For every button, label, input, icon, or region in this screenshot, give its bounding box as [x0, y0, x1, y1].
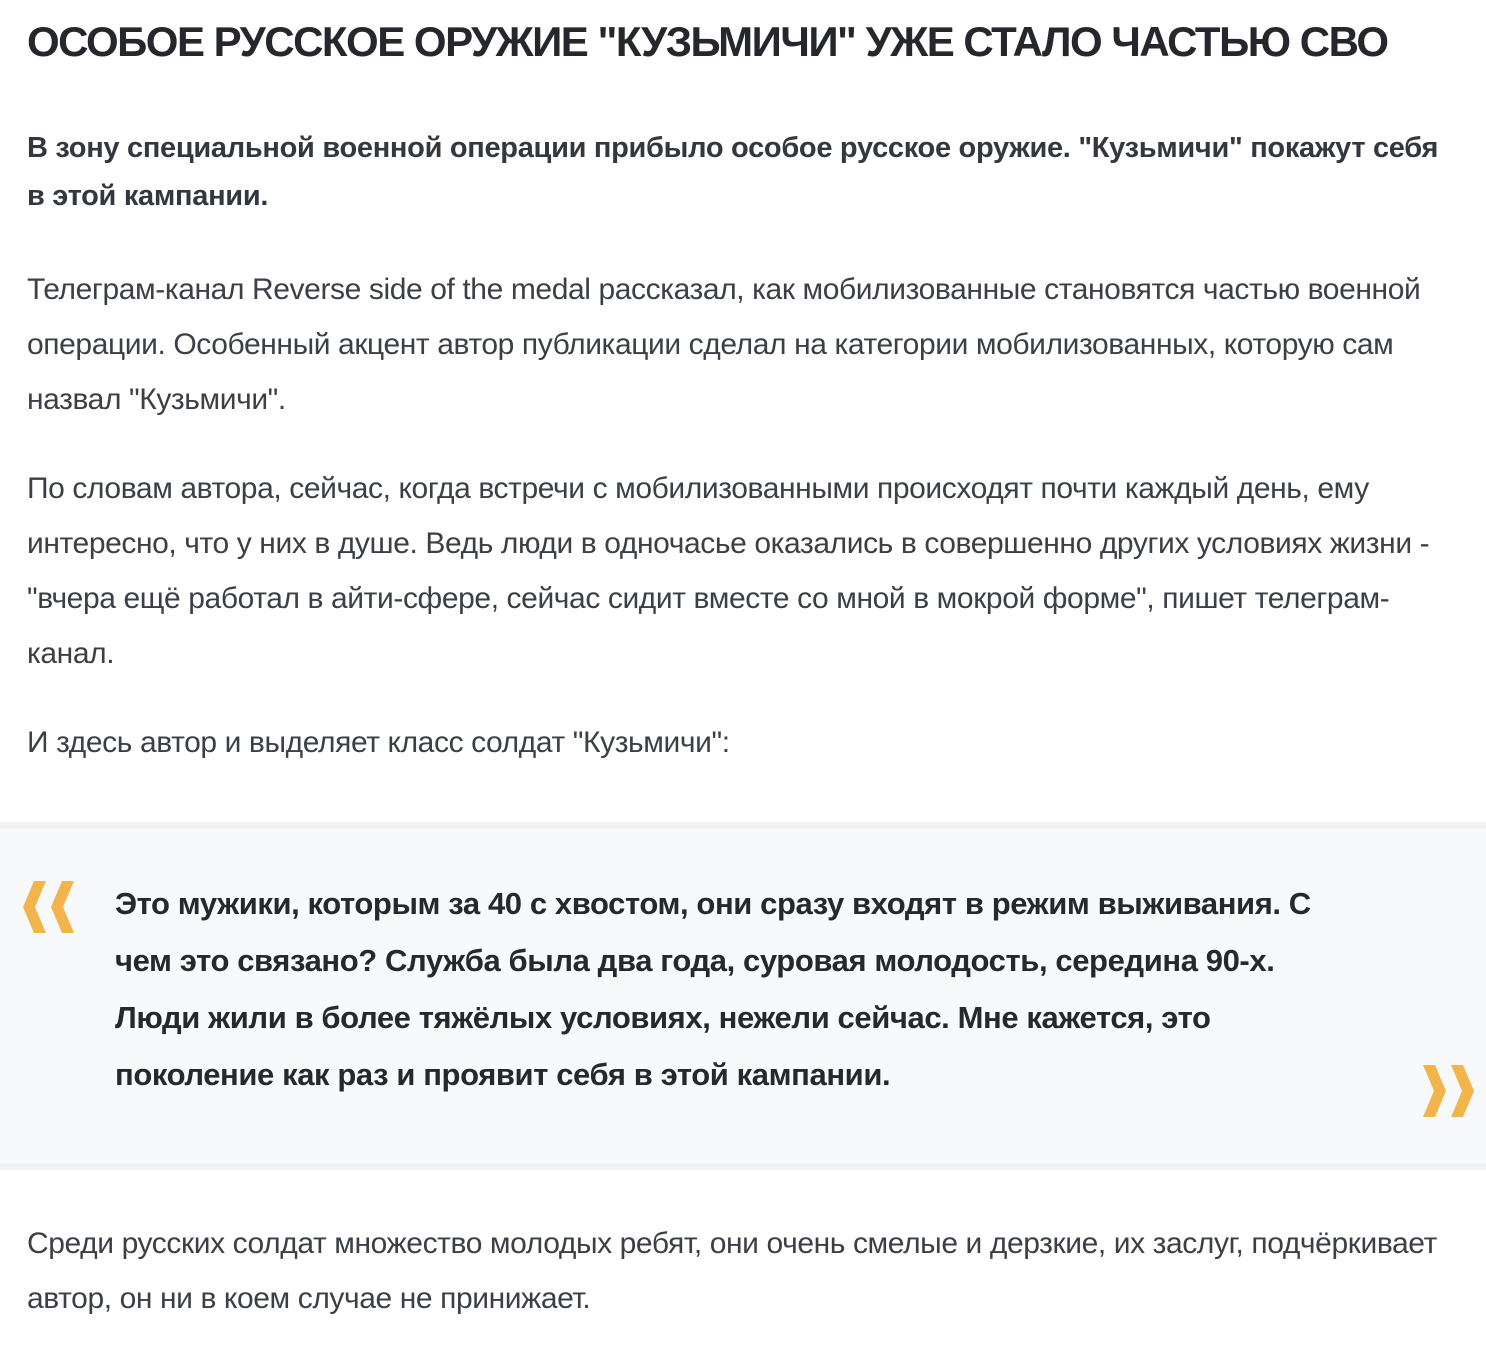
article-paragraph-3: И здесь автор и выделяет класс солдат "Кузьмичи":: [27, 726, 730, 759]
quote-text: Это мужики, которым за 40 с хвостом, они сразу входят в режим выживания. С чем это связано? Служба была два года, суровая молодость, середина 90-х. Люди жили в более тяжёлых условиях, нежели сейчас. Мне кажется, это поколение как раз и проявит себя в этой кампании.: [115, 886, 1311, 1092]
article-lead: В зону специальной военной операции прибыло особое русское оружие. "Кузьмичи" покажут себя в этой кампании.: [27, 132, 1439, 212]
article-closing-paragraph: Среди русских солдат множество молодых ребят, они очень смелые и дерзкие, их заслуг, подчёркивает автор, он ни в коем случае не принижает.: [27, 1227, 1437, 1315]
pull-quote: [0, 822, 1486, 1170]
article-paragraph-1: Телеграм-канал Reverse side of the medal рассказал, как мобилизованные становятся частью военной операции. Особенный акцент автор публикации сделал на категории мобилизованных, которую сам назвал "Кузьмичи".: [27, 273, 1421, 416]
article-headline: ОСОБОЕ РУССКОЕ ОРУЖИЕ "КУЗЬМИЧИ" УЖЕ СТАЛО ЧАСТЬЮ СВО: [27, 18, 1388, 65]
article-paragraph-2: По словам автора, сейчас, когда встречи с мобилизованными происходят почти каждый день, ему интересно, что у них в душе. Ведь люди в одночасье оказались в совершенно других условиях жизни - "вчера ещё работал в айти-сфере, сейчас сидит вместе со мной в мокрой форме", пишет телеграм-канал.: [27, 472, 1430, 670]
quote-open-double-chevron-left-icon: [23, 881, 77, 933]
quote-close-double-chevron-right-icon: [1420, 1065, 1474, 1117]
